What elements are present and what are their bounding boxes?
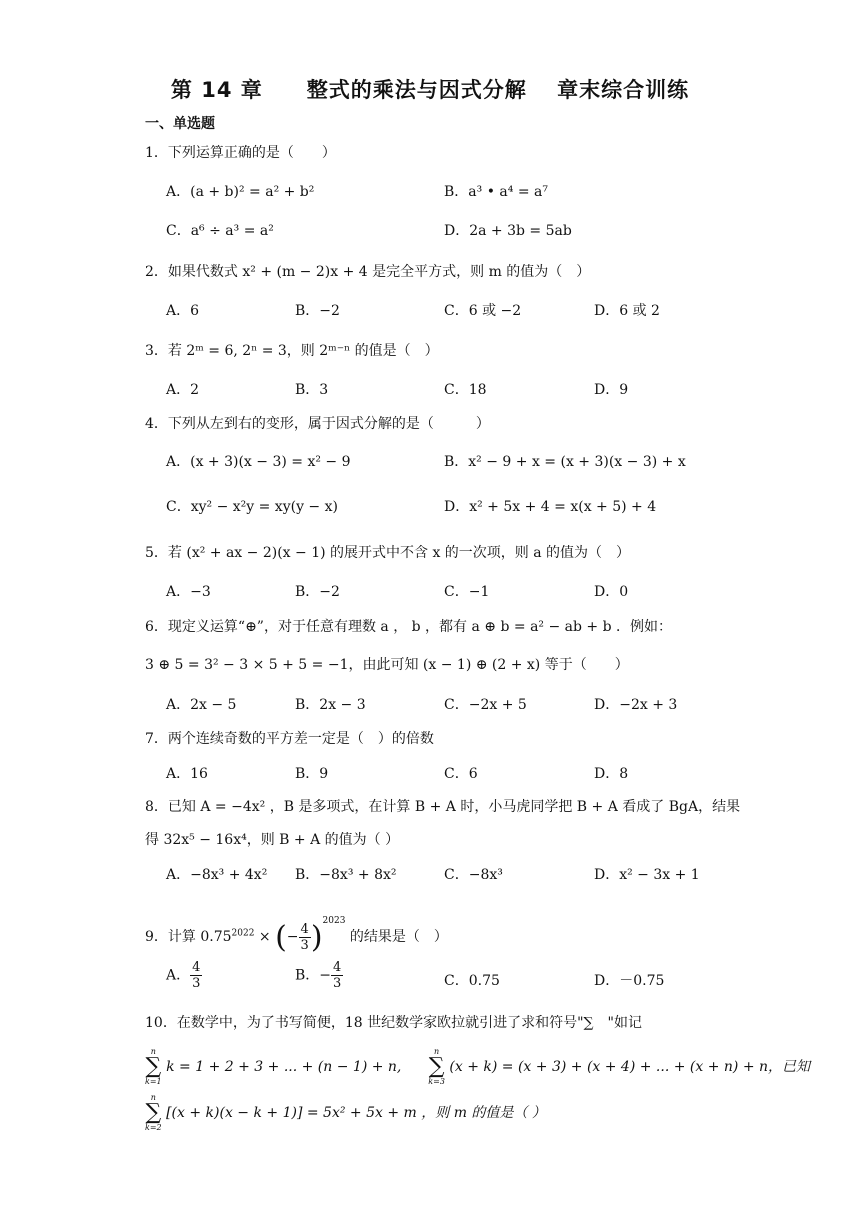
question-2-option-a: A．6 bbox=[166, 303, 200, 319]
question-10-line-2: n ∑ k=1 k = 1 + 2 + 3 + ... + (n − 1) + n, n ∑ k=3 (x + k) = (x + 3) + (x + 4) + ... + (x + n) + n，已知 bbox=[145, 1047, 811, 1086]
question-6-option-d: D．−2x + 3 bbox=[594, 697, 678, 713]
question-4-stem: 4．下列从左到右的变形，属于因式分解的是（ ） bbox=[145, 416, 490, 432]
question-8-option-c: C．−8x³ bbox=[444, 867, 503, 883]
question-9-option-c: C．0.75 bbox=[444, 973, 500, 989]
q9-left-paren: ( bbox=[275, 920, 287, 955]
q9-fraction-num: 4 bbox=[300, 921, 309, 937]
section-heading: 一、单选题 bbox=[145, 116, 215, 132]
question-1-option-a: A．(a + b)² = a² + b² bbox=[166, 184, 315, 200]
question-7-option-d: D．8 bbox=[594, 766, 629, 782]
q9-right-paren: ) bbox=[310, 920, 323, 955]
question-5-option-d: D．0 bbox=[594, 584, 629, 600]
question-3-option-d: D．9 bbox=[594, 382, 629, 398]
question-3-option-b: B．3 bbox=[295, 382, 329, 398]
q9-stem-post: 的结果是（ ） bbox=[345, 929, 448, 945]
question-1-option-c: C．a⁶ ÷ a³ = a² bbox=[166, 223, 274, 239]
question-8-stem: 8．已知 A = −4x² ，B 是多项式，在计算 B + A 时，小马虎同学把 B + A 看成了 BgA，结果 bbox=[145, 799, 741, 815]
question-1-option-d: D．2a + 3b = 5ab bbox=[444, 223, 572, 239]
page-title: 第 14 章 整式的乘法与因式分解 章末综合训练 bbox=[170, 78, 690, 102]
question-9-option-a: A． $\frac{4}{3}$ bbox=[166, 960, 201, 991]
sigma-k2: n ∑ k=2 bbox=[145, 1093, 162, 1132]
q9-fraction bbox=[299, 922, 311, 953]
question-6-option-b: B．2x − 3 bbox=[295, 697, 366, 713]
question-8-option-b: B．−8x³ + 8x² bbox=[295, 867, 397, 883]
question-2-option-c: C．6 或 −2 bbox=[444, 303, 522, 319]
question-1-option-b: B．a³ • a⁴ = a⁷ bbox=[444, 184, 548, 200]
question-2-option-b: B．−2 bbox=[295, 303, 340, 319]
question-6-option-a: A．2x − 5 bbox=[166, 697, 237, 713]
q9-exponent-2: 2023 bbox=[322, 916, 346, 926]
question-9-stem bbox=[145, 896, 448, 955]
question-5-option-b: B．−2 bbox=[295, 584, 340, 600]
q9-exponent-1: 2022 bbox=[231, 928, 255, 939]
q9-stem-pre: 9．计算 0.75 bbox=[145, 929, 232, 945]
q9-fraction-den: 3 bbox=[300, 937, 309, 953]
question-6-stem: 6．现定义运算“⊕”，对于任意有理数 a ， b ，都有 a ⊕ b = a² − ab + b ．例如： bbox=[145, 619, 673, 635]
q9-times: × bbox=[254, 929, 276, 945]
sigma-k1: n ∑ k=1 bbox=[145, 1047, 162, 1086]
question-4-option-c: C．xy² − x²y = xy(y − x) bbox=[166, 499, 338, 515]
question-10-line-3: n ∑ k=2 [(x + k)(x − k + 1)] = 5x² + 5x + m ，则 m 的值是（ ） bbox=[145, 1093, 546, 1132]
question-5-option-a: A．−3 bbox=[166, 584, 211, 600]
question-8-option-d: D．x² − 3x + 1 bbox=[594, 867, 700, 883]
question-4-option-b: B．x² − 9 + x = (x + 3)(x − 3) + x bbox=[444, 454, 686, 470]
sigma-k3: n ∑ k=3 bbox=[428, 1047, 445, 1086]
q9-minus: − bbox=[286, 929, 299, 945]
question-3-option-c: C．18 bbox=[444, 382, 487, 398]
question-3-option-a: A．2 bbox=[166, 382, 200, 398]
question-4-option-d: D．x² + 5x + 4 = x(x + 5) + 4 bbox=[444, 499, 657, 515]
question-9-option-b: B．− $\frac{4}{3}$ bbox=[295, 960, 342, 991]
question-2-stem: 2．如果代数式 x² + (m − 2)x + 4 是完全平方式，则 m 的值为（ ） bbox=[145, 264, 591, 280]
question-1-stem: 1．下列运算正确的是（ ） bbox=[145, 145, 336, 161]
question-8-option-a: A．−8x³ + 4x² bbox=[166, 867, 268, 883]
question-9-option-d: D．－0.75 bbox=[594, 973, 665, 989]
question-6-stem-line-2: 3 ⊕ 5 = 3² − 3 × 5 + 5 = −1，由此可知 (x − 1) ⊕ (2 + x) 等于（ ） bbox=[145, 657, 629, 673]
question-6-option-c: C．−2x + 5 bbox=[444, 697, 527, 713]
question-7-stem: 7．两个连续奇数的平方差一定是（ ）的倍数 bbox=[145, 731, 434, 747]
question-4-option-a: A．(x + 3)(x − 3) = x² − 9 bbox=[166, 454, 351, 470]
question-10-stem: 10．在数学中，为了书写简便，18 世纪数学家欧拉就引进了求和符号"∑ "如记 bbox=[145, 1015, 642, 1031]
question-7-option-c: C．6 bbox=[444, 766, 478, 782]
question-3-stem: 3．若 2ᵐ = 6, 2ⁿ = 3，则 2ᵐ⁻ⁿ 的值是（ ） bbox=[145, 343, 439, 359]
question-5-option-c: C．−1 bbox=[444, 584, 490, 600]
question-8-stem-line-2: 得 32x⁵ − 16x⁴，则 B + A 的值为（ ） bbox=[145, 832, 400, 848]
question-2-option-d: D．6 或 2 bbox=[594, 303, 660, 319]
question-7-option-a: A．16 bbox=[166, 766, 208, 782]
question-7-option-b: B．9 bbox=[295, 766, 329, 782]
question-5-stem: 5．若 (x² + ax − 2)(x − 1) 的展开式中不含 x 的一次项，则 a 的值为（ ） bbox=[145, 545, 631, 561]
